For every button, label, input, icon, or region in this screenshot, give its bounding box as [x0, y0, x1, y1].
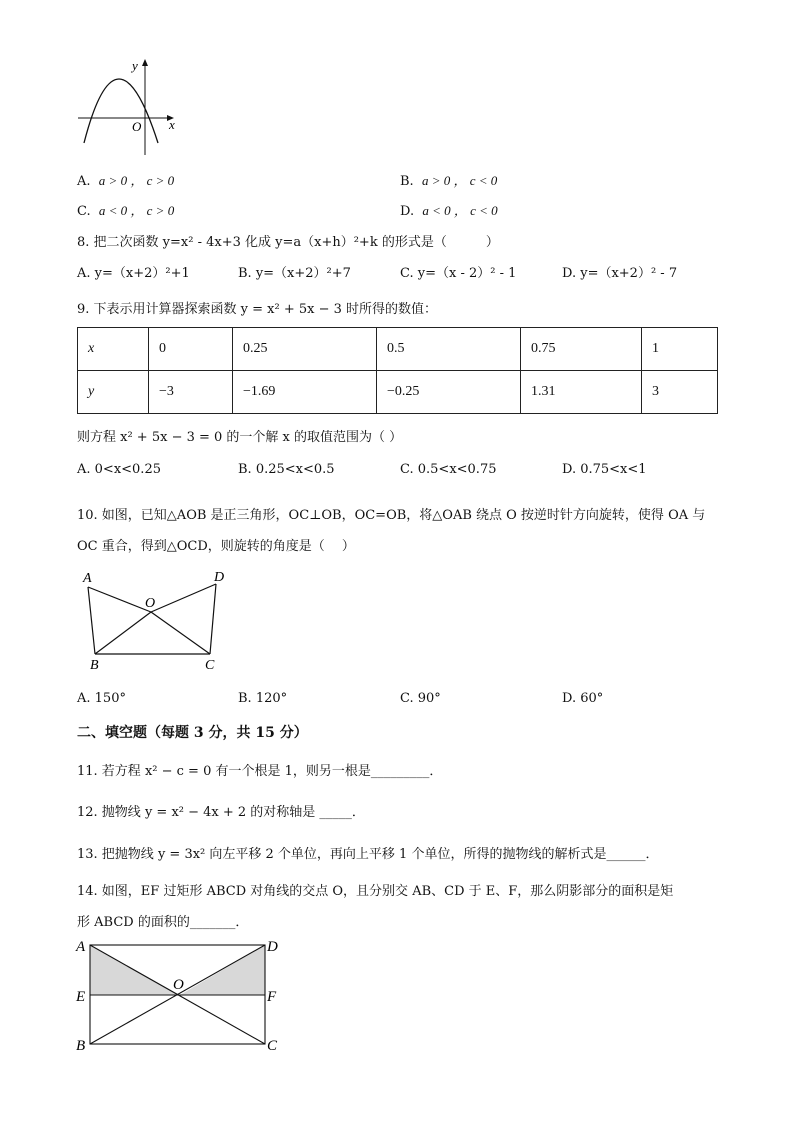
point-label-c: C: [267, 1038, 278, 1054]
table-cell: −3: [149, 371, 233, 414]
y-axis-arrow: [142, 59, 148, 66]
table-cell: 0.25: [233, 328, 377, 371]
q14-figure: [72, 933, 287, 1058]
q9-question: 则方程 x² + 5x − 3 = 0 的一个解 x 的取值范围为（ ）: [77, 430, 403, 445]
q14-stem-line2: 形 ABCD 的面积的_______．: [77, 915, 249, 930]
point-label-o: O: [145, 596, 156, 611]
section-title: 二、填空题（每题 3 分，共 15 分）: [77, 725, 308, 741]
table-cell: 0: [149, 328, 233, 371]
point-label-d: D: [267, 939, 278, 955]
point-label-o: O: [173, 977, 184, 993]
q10-figure: [75, 565, 235, 677]
segment-ao: [88, 587, 151, 612]
q9-option-b: B. 0.25<x<0.5: [238, 462, 335, 477]
q10-stem-line2: OC 重合，得到△OCD，则旋转的角度是（ ）: [77, 539, 355, 554]
q10-stem-line1: 10. 如图，已知△AOB 是正三角形，OC⊥OB，OC=OB，将△OAB 绕点 O 按逆时针方向旋转，使得 OA 与: [77, 508, 706, 523]
point-label-d: D: [214, 570, 225, 585]
segment-ab: [88, 587, 95, 654]
x-axis-label: x: [169, 117, 175, 132]
q13-stem: 13. 把抛物线 y = 3x² 向左平移 2 个单位，再向上平移 1 个单位，所得的抛物线的解析式是______．: [77, 847, 659, 862]
point-label-e: E: [76, 989, 86, 1005]
point-label-b: B: [76, 1038, 86, 1054]
table-cell: 0.5: [377, 328, 521, 371]
q7-option-b: B. a > 0 ， c < 0: [400, 173, 498, 189]
q7-parabola-graph: [70, 55, 190, 160]
origin-label: O: [132, 119, 142, 134]
q10-option-c: C. 90°: [400, 691, 441, 706]
segment-co: [151, 612, 210, 654]
q9-stem: 9. 下表示用计算器探索函数 y = x² + 5x − 3 时所得的数值：: [77, 302, 438, 317]
q9-option-a: A. 0<x<0.25: [77, 462, 161, 477]
q9-option-d: D. 0.75<x<1: [562, 462, 647, 477]
point-label-a: A: [76, 939, 86, 955]
table-cell: 0.75: [521, 328, 642, 371]
q8-option-c: C. y=（x - 2）² - 1: [400, 266, 517, 281]
table-cell: 3: [642, 371, 718, 414]
q8-stem: 8. 把二次函数 y=x² - 4x+3 化成 y=a（x+h）²+k 的形式是（ ）: [77, 235, 499, 250]
q9-value-table: [77, 327, 718, 414]
q10-option-a: A. 150°: [77, 691, 126, 706]
q12-stem: 12. 抛物线 y = x² − 4x + 2 的对称轴是 _____．: [77, 805, 365, 820]
q7-option-a: A. a > 0 ， c > 0: [77, 173, 175, 189]
q8-option-d: D. y=（x+2）² - 7: [562, 266, 678, 281]
q11-stem: 11. 若方程 x² − c = 0 有一个根是 1，则另一根是_________．: [77, 764, 443, 779]
q10-option-b: B. 120°: [238, 691, 288, 706]
q8-option-a: A. y=（x+2）²+1: [77, 266, 190, 281]
table-cell: −0.25: [377, 371, 521, 414]
table-header-y: y: [78, 371, 149, 414]
table-cell: 1.31: [521, 371, 642, 414]
table-row: [78, 328, 718, 371]
point-label-f: F: [267, 989, 277, 1005]
segment-do: [151, 584, 216, 612]
segment-bo: [95, 612, 151, 654]
q9-option-c: C. 0.5<x<0.75: [400, 462, 497, 477]
y-axis-label: y: [132, 58, 138, 73]
point-label-a: A: [83, 571, 92, 586]
q7-option-c: C. a < 0 ， c > 0: [77, 203, 175, 219]
table-header-x: x: [78, 328, 149, 371]
table-row: [78, 371, 718, 414]
q10-option-d: D. 60°: [562, 691, 604, 706]
table-cell: 1: [642, 328, 718, 371]
table-cell: −1.69: [233, 371, 377, 414]
segment-cd: [210, 584, 216, 654]
q8-option-b: B. y=（x+2）²+7: [238, 266, 351, 281]
q14-stem-line1: 14. 如图，EF 过矩形 ABCD 对角线的交点 O，且分别交 AB、CD 于 E、F，那么阴影部分的面积是矩: [77, 884, 674, 899]
q7-option-d: D. a < 0 ， c < 0: [400, 203, 498, 219]
point-label-c: C: [205, 658, 215, 673]
parabola-curve: [84, 79, 158, 143]
point-label-b: B: [90, 658, 99, 673]
